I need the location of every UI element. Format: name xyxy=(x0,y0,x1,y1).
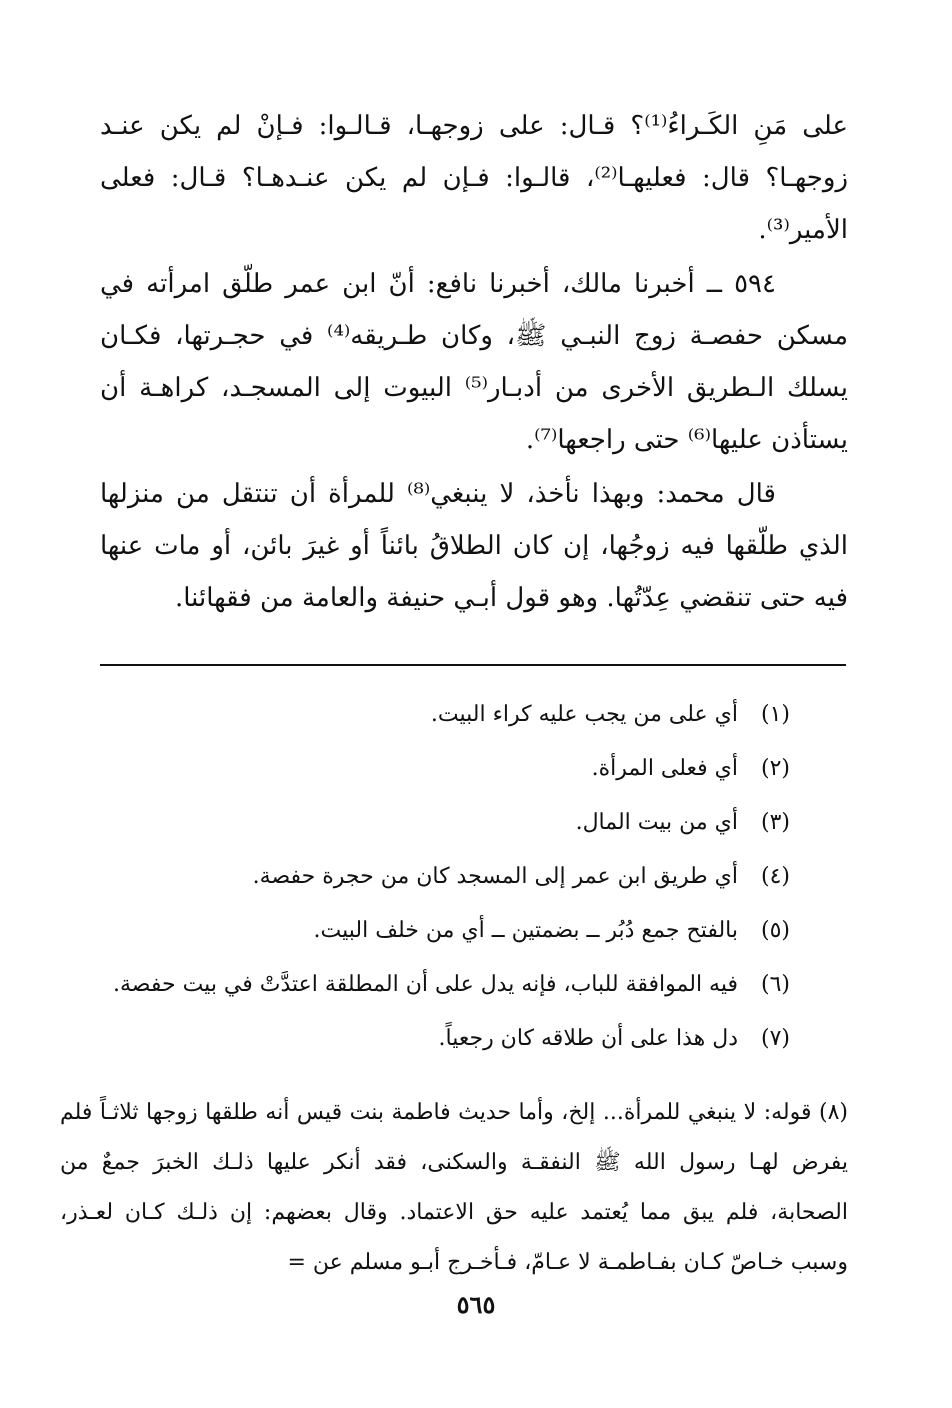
main-paragraph-1: على مَنِ الكَـراءُ⁽¹⁾؟ قـال: على زوجهـا، قـالـوا: فـإنْ لم يكن عنـد زوجهـا؟ قال: فعليهـا⁽²⁾، قالـوا: فـإن لم يكن عنـدهـا؟ قـال: فعلى الأمير⁽³⁾. xyxy=(100,111,849,245)
footnote-number: (٥) xyxy=(760,918,790,943)
commentary-paragraph: قال محمد: وبهذا نأخذ، لا ينبغي⁽⁸⁾ للمرأة أن تنتقل من منزلها الذي طلّقها فيه زوجُها، إن كان الطلاقُ بائناً أو غيرَ بائن، أو مات عنها فيه حتى تنقضي عِدّتُها. وهو قول أبـي حنيفة والعامة من فقهائنا. xyxy=(100,479,848,613)
footnote-1 xyxy=(60,700,790,754)
footnote-text: أي على من يجب عليه كراء البيت. xyxy=(430,702,738,727)
footnote-5 xyxy=(60,916,790,970)
footnote-text: أي طريق ابن عمر إلى المسجد كان من حجرة حفصة. xyxy=(252,864,738,889)
footnote-number: (٢) xyxy=(760,756,790,781)
footnote-text: فيه الموافقة للباب، فإنه يدل على أن المطلقة اعتدَّتْ في بيت حفصة. xyxy=(112,972,738,997)
footnote-text: أي من بيت المال. xyxy=(575,810,738,835)
footnote-number: (٣) xyxy=(760,810,790,835)
footnote-number: (٤) xyxy=(760,864,790,889)
footnote-number: (٨) xyxy=(819,1100,849,1125)
hadith-594-paragraph: ٥٩٤ ــ أخبرنا مالك، أخبرنا نافع: أنّ ابن عمر طلّق امرأته في مسكن حفصـة زوج النبـي ﷺ، وكان طـريقه⁽⁴⁾ في حجـرتها، فكـان يسلك الـطريق الأخرى من أدبـار⁽⁵⁾ البيوت إلى المسجـد، كراهـة أن يستأذن عليها⁽⁶⁾ حتى راجعها⁽⁷⁾. xyxy=(100,269,848,455)
footnote-number: (١) xyxy=(760,702,790,727)
footnote-text: دل هذا على أن طلاقه كان رجعياً. xyxy=(438,1026,738,1051)
page-number: ٥٦٥ xyxy=(456,1290,496,1319)
footnote-7 xyxy=(60,1024,790,1078)
footnote-number: (٧) xyxy=(760,1026,790,1051)
footnote-number: (٦) xyxy=(760,972,790,997)
footnote-separator xyxy=(100,664,846,666)
footnote-text: بالفتح جمع دُبُر ــ بضمتين ــ أي من خلف البيت. xyxy=(313,918,738,943)
footnotes-list xyxy=(60,700,790,1078)
footnote-2 xyxy=(60,754,790,808)
footnote-6 xyxy=(60,970,790,1024)
footnote-3 xyxy=(60,808,790,862)
footnote-8 xyxy=(60,1088,848,1288)
footnote-text: أي فعلى المرأة. xyxy=(591,756,738,781)
footnote-4 xyxy=(60,862,790,916)
footnote-text: قوله: لا ينبغي للمرأة... إلخ، وأما حديث فاطمة بنت قيس أنه طلقها زوجها ثلاثـاً فلم يفرض لهـا رسول الله ﷺ النفقـة والسكنى، فقد أنكر عليها ذلـك الخبرَ جمعٌ من الصحابة، فلم يبق مما يُعتمد عليه حق الاعتماد. وقال بعضهم: إن ذلـك كـان لعـذر، وسبب خـاصّ كـان بفـاطمـة لا عـامّ، فـأخـرج أبـو مسلم عن = xyxy=(60,1100,848,1275)
